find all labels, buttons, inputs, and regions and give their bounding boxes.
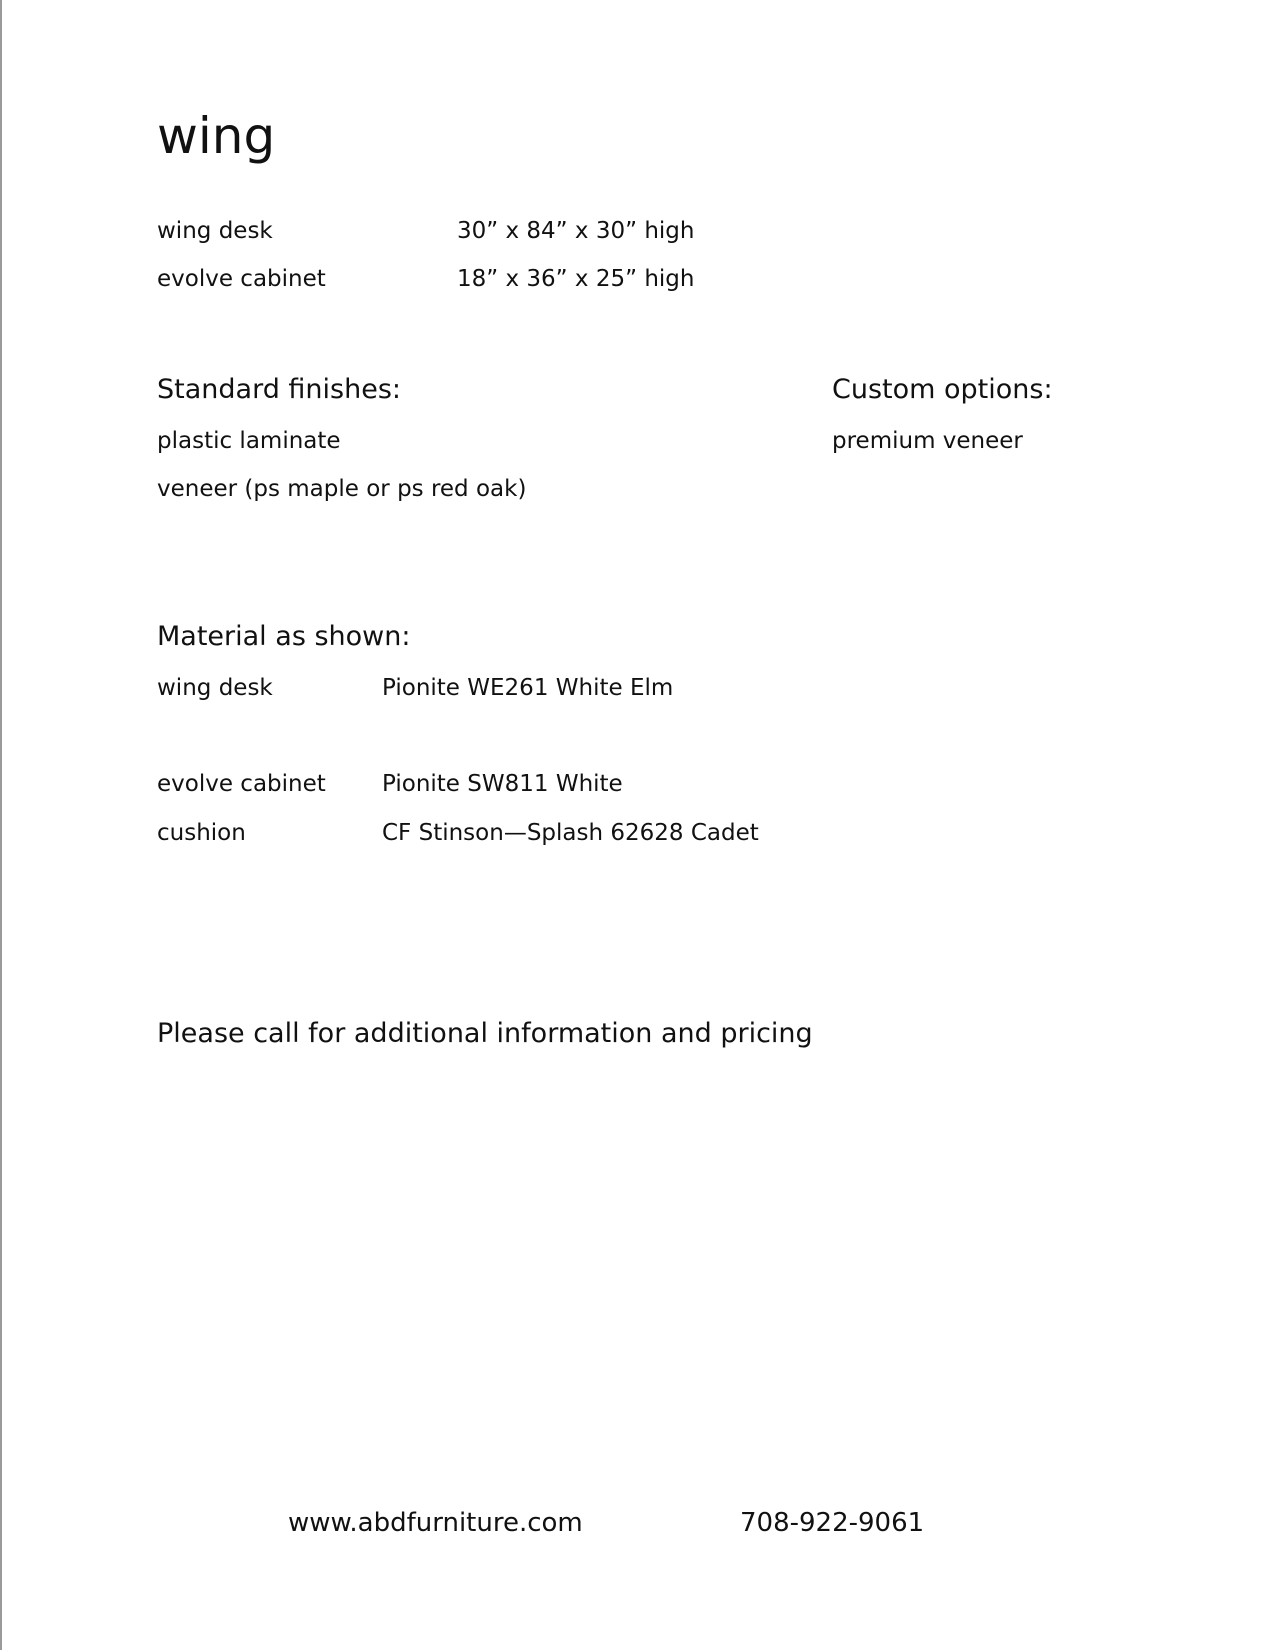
footer-phone-number: 708-922-9061	[740, 1508, 925, 1538]
material-item-label: cushion	[157, 820, 246, 846]
standard-finish-item: plastic laminate	[157, 428, 341, 454]
dimension-item-size: 18” x 36” x 25” high	[457, 266, 695, 292]
custom-option-item: premium veneer	[832, 428, 1023, 454]
page-left-border	[0, 0, 2, 1650]
standard-finishes-heading: Standard finishes:	[157, 374, 401, 405]
dimension-item-label: wing desk	[157, 218, 273, 244]
footer-website-link[interactable]: www.abdfurniture.com	[288, 1508, 583, 1538]
material-as-shown-heading: Material as shown:	[157, 621, 411, 652]
standard-finish-item: veneer (ps maple or ps red oak)	[157, 476, 527, 502]
material-item-label: evolve cabinet	[157, 771, 326, 797]
dimension-item-size: 30” x 84” x 30” high	[457, 218, 695, 244]
call-to-action-text: Please call for additional information and pricing	[157, 1018, 813, 1049]
dimension-item-label: evolve cabinet	[157, 266, 326, 292]
custom-options-heading: Custom options:	[832, 374, 1053, 405]
material-item-value: CF Stinson—Splash 62628 Cadet	[382, 820, 759, 846]
material-item-value: Pionite SW811 White	[382, 771, 623, 797]
page-title: wing	[157, 106, 276, 165]
material-item-label: wing desk	[157, 675, 273, 701]
material-item-value: Pionite WE261 White Elm	[382, 675, 674, 701]
